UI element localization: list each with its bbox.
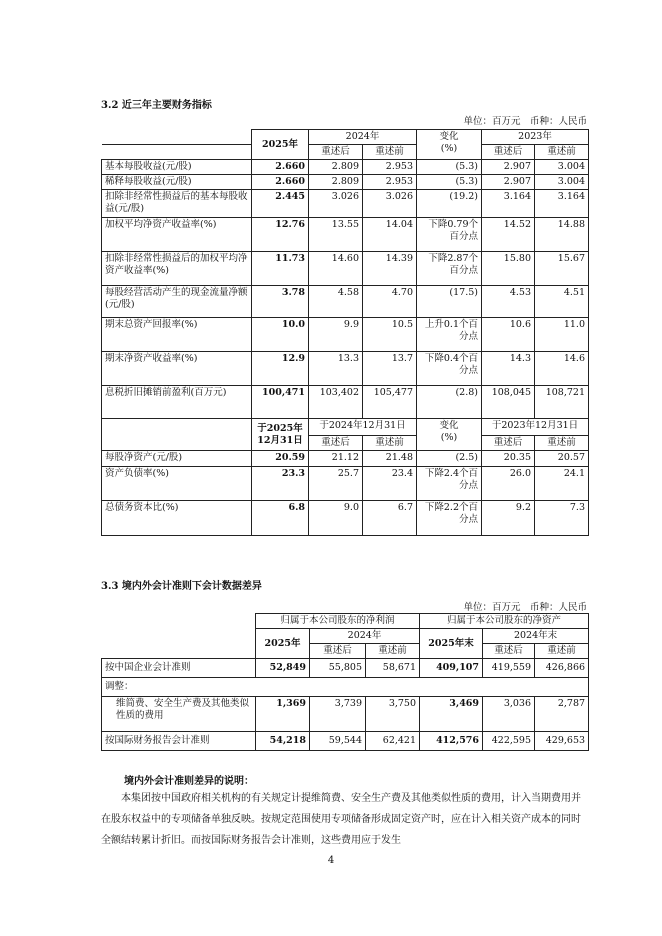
value-2023-restated: 4.53 xyxy=(482,286,535,318)
table-row xyxy=(102,352,589,386)
table-row xyxy=(102,732,589,751)
row-label: 期末总资产回报率(%) xyxy=(102,318,252,352)
np-2024-restated: 55,805 xyxy=(310,659,366,678)
np-2024-restated: 59,544 xyxy=(310,732,366,751)
row-label: 息税折旧摊销前盈利(百万元) xyxy=(102,386,252,419)
header-net-profit: 归属于本公司股东的净利润 xyxy=(256,614,420,629)
np-2025: 1,369 xyxy=(256,697,310,732)
value-2023-before: 14.88 xyxy=(535,218,589,252)
table-row xyxy=(102,286,589,318)
value-change: (5.3) xyxy=(417,175,482,190)
value-2024-restated: 21.12 xyxy=(309,451,363,467)
value-change: (2.8) xyxy=(417,386,482,419)
value-2024-before: 3.026 xyxy=(363,190,417,218)
header-np-2024-restated: 重述后 xyxy=(310,644,366,659)
na-2024-restated: 3,036 xyxy=(483,697,535,732)
value-2024-restated: 14.60 xyxy=(309,252,363,286)
table-row xyxy=(102,659,589,678)
header-2025: 2025年 xyxy=(256,629,310,659)
value-2024-restated: 13.55 xyxy=(309,218,363,252)
note-paragraph: 本集团按中国政府相关机构的有关规定计提维简费、安全生产费及其他类似性质的费用，计入当期费用并在股东权益中的专项储备单独反映。按规定范围使用专项储备形成固定资产时，应在计入相关资产成本的同时全额结转累计折旧。而按国际财务报告会计准则，这些费用应于发生 xyxy=(101,793,581,846)
row-label: 每股经营活动产生的现金流量净额(元/股) xyxy=(102,286,252,318)
header2-empty-cell xyxy=(102,419,252,436)
value-2024-restated: 9.0 xyxy=(309,501,363,536)
header-empty-cell xyxy=(102,614,256,659)
header2-change-label: 变化 xyxy=(439,420,459,431)
value-2024-before: 14.04 xyxy=(363,218,417,252)
header-change xyxy=(417,130,482,160)
row-label: 按国际财务报告会计准则 xyxy=(102,732,256,751)
value-2023-before: 108,721 xyxy=(535,386,589,419)
section-3-2-title: 3.2 近三年主要财务指标 xyxy=(101,100,212,111)
table-row xyxy=(102,386,589,419)
value-change: 上升0.1个百分点 xyxy=(417,318,482,352)
value-2023-restated: 20.35 xyxy=(482,451,535,467)
value-2023-before: 3.004 xyxy=(535,160,589,175)
adjust-label: 调整： xyxy=(102,678,589,697)
value-2025: 20.59 xyxy=(252,451,309,467)
table-row xyxy=(102,160,589,175)
header2-2023-before: 重述前 xyxy=(535,436,589,451)
header-2025: 2025年 xyxy=(252,130,309,160)
value-2025: 10.0 xyxy=(252,318,309,352)
value-2023-restated: 10.6 xyxy=(482,318,535,352)
value-change: (17.5) xyxy=(417,286,482,318)
header2-2023: 于2023年12月31日 xyxy=(482,419,589,436)
value-2024-restated: 103,402 xyxy=(309,386,363,419)
header-2023-before: 重述前 xyxy=(535,145,589,160)
na-2024-before: 429,653 xyxy=(535,732,589,751)
np-2024-before: 58,671 xyxy=(366,659,420,678)
value-2023-before: 20.57 xyxy=(535,451,589,467)
value-change: (5.3) xyxy=(417,160,482,175)
na-2024-before: 426,866 xyxy=(535,659,589,678)
row-label: 基本每股收益(元/股) xyxy=(102,160,252,175)
value-2024-restated: 9.9 xyxy=(309,318,363,352)
header-change-label: 变化 xyxy=(439,131,459,142)
value-2025: 6.8 xyxy=(252,501,309,536)
header2-change xyxy=(417,419,482,451)
value-change: (19.2) xyxy=(417,190,482,218)
section-3-3-title: 3.3 境内外会计准则下会计数据差异 xyxy=(101,581,262,592)
row-label: 每股净资产(元/股) xyxy=(102,451,252,467)
value-2025: 2.660 xyxy=(252,175,309,190)
header-2024: 2024年 xyxy=(309,130,417,145)
na-2024-restated: 419,559 xyxy=(483,659,535,678)
na-2024-restated: 422,595 xyxy=(483,732,535,751)
value-2023-restated: 15.80 xyxy=(482,252,535,286)
value-2023-restated: 14.52 xyxy=(482,218,535,252)
value-change: (2.5) xyxy=(417,451,482,467)
row-label: 总债务资本比(%) xyxy=(102,501,252,536)
na-2024-before: 2,787 xyxy=(535,697,589,732)
np-2025: 52,849 xyxy=(256,659,310,678)
value-2023-before: 24.1 xyxy=(535,467,589,501)
value-2024-before: 6.7 xyxy=(363,501,417,536)
header-change-unit: (%) xyxy=(440,143,458,154)
value-change: 下降0.4个百分点 xyxy=(417,352,482,386)
value-2025: 100,471 xyxy=(252,386,309,419)
value-change: 下降2.2个百分点 xyxy=(417,501,482,536)
value-change: 下降2.4个百分点 xyxy=(417,467,482,501)
header2-empty-cell-2 xyxy=(102,436,252,451)
value-2025: 11.73 xyxy=(252,252,309,286)
np-2025: 54,218 xyxy=(256,732,310,751)
na-2025: 409,107 xyxy=(420,659,483,678)
value-2024-before: 23.4 xyxy=(363,467,417,501)
header2-2024-restated: 重述后 xyxy=(309,436,363,451)
header-np-2024-before: 重述前 xyxy=(366,644,420,659)
table-row xyxy=(102,218,589,252)
na-2025: 3,469 xyxy=(420,697,483,732)
value-2023-before: 4.51 xyxy=(535,286,589,318)
value-2023-before: 11.0 xyxy=(535,318,589,352)
value-2024-restated: 13.3 xyxy=(309,352,363,386)
row-label: 扣除非经常性损益后的加权平均净资产收益率(%) xyxy=(102,252,252,286)
table-row xyxy=(102,451,589,467)
value-2024-before: 14.39 xyxy=(363,252,417,286)
header-empty-cell xyxy=(102,130,252,145)
row-label: 按中国企业会计准则 xyxy=(102,659,256,678)
np-2024-before: 62,421 xyxy=(366,732,420,751)
na-2025: 412,576 xyxy=(420,732,483,751)
header2-2023-restated: 重述后 xyxy=(482,436,535,451)
header-2025-end: 2025年末 xyxy=(420,629,483,659)
value-change: 下降0.79个百分点 xyxy=(417,218,482,252)
value-2024-restated: 25.7 xyxy=(309,467,363,501)
row-label: 扣除非经常性损益后的基本每股收益(元/股) xyxy=(102,190,252,218)
value-2024-before: 13.7 xyxy=(363,352,417,386)
value-2024-before: 2.953 xyxy=(363,160,417,175)
page-number: 4 xyxy=(327,855,335,866)
table-row xyxy=(102,190,589,218)
header-2024-end: 2024年末 xyxy=(483,629,589,644)
value-2023-restated: 14.3 xyxy=(482,352,535,386)
value-2023-restated: 2.907 xyxy=(482,160,535,175)
table-row xyxy=(102,175,589,190)
np-2024-restated: 3,739 xyxy=(310,697,366,732)
value-2023-before: 14.6 xyxy=(535,352,589,386)
np-2024-before: 3,750 xyxy=(366,697,420,732)
header-2024-restated: 重述后 xyxy=(309,145,363,160)
value-2025: 3.78 xyxy=(252,286,309,318)
row-label: 资产负债率(%) xyxy=(102,467,252,501)
value-2023-restated: 2.907 xyxy=(482,175,535,190)
value-2023-restated: 9.2 xyxy=(482,501,535,536)
header2-2024-before: 重述前 xyxy=(363,436,417,451)
header-net-assets: 归属于本公司股东的净资产 xyxy=(420,614,589,629)
value-2023-restated: 3.164 xyxy=(482,190,535,218)
table-row xyxy=(102,252,589,286)
table-row xyxy=(102,678,589,697)
value-2023-before: 3.164 xyxy=(535,190,589,218)
header-na-2024-restated: 重述后 xyxy=(483,644,535,659)
row-label: 加权平均净资产收益率(%) xyxy=(102,218,252,252)
header2-change-unit: (%) xyxy=(440,432,458,443)
row-label: 期末净资产收益率(%) xyxy=(102,352,252,386)
value-2025: 2.445 xyxy=(252,190,309,218)
value-2024-before: 4.70 xyxy=(363,286,417,318)
value-2023-restated: 108,045 xyxy=(482,386,535,419)
row-label: 维简费、安全生产费及其他类似性质的费用 xyxy=(102,697,256,732)
table-row xyxy=(102,318,589,352)
header-na-2024-before: 重述前 xyxy=(535,644,589,659)
section-3-3-unit: 单位：百万元 币种：人民币 xyxy=(463,602,587,613)
note-title: 境内外会计准则差异的说明： xyxy=(124,776,254,787)
value-2024-before: 10.5 xyxy=(363,318,417,352)
value-2024-restated: 2.809 xyxy=(309,160,363,175)
row-label: 稀释每股收益(元/股) xyxy=(102,175,252,190)
value-2025: 2.660 xyxy=(252,160,309,175)
value-2024-restated: 3.026 xyxy=(309,190,363,218)
header-2023-restated: 重述后 xyxy=(482,145,535,160)
value-change: 下降2.87个百分点 xyxy=(417,252,482,286)
value-2023-before: 7.3 xyxy=(535,501,589,536)
financial-indicators-table xyxy=(101,129,589,536)
value-2024-before: 21.48 xyxy=(363,451,417,467)
accounting-difference-table xyxy=(101,613,589,751)
header2-2024: 于2024年12月31日 xyxy=(309,419,417,436)
header-2024: 2024年 xyxy=(310,629,420,644)
table-row xyxy=(102,501,589,536)
header-empty-cell-2 xyxy=(102,145,252,160)
value-2024-restated: 2.809 xyxy=(309,175,363,190)
header2-2025: 于2025年12月31日 xyxy=(252,419,309,451)
value-2024-before: 105,477 xyxy=(363,386,417,419)
value-2025: 12.9 xyxy=(252,352,309,386)
value-2023-restated: 26.0 xyxy=(482,467,535,501)
value-2024-before: 2.953 xyxy=(363,175,417,190)
value-2025: 12.76 xyxy=(252,218,309,252)
value-2023-before: 3.004 xyxy=(535,175,589,190)
table-row xyxy=(102,467,589,501)
value-2023-before: 15.67 xyxy=(535,252,589,286)
header-2024-before: 重述前 xyxy=(363,145,417,160)
table-row xyxy=(102,697,589,732)
section-3-2-unit: 单位：百万元 币种：人民币 xyxy=(463,116,587,127)
value-2024-restated: 4.58 xyxy=(309,286,363,318)
header-2023: 2023年 xyxy=(482,130,589,145)
value-2025: 23.3 xyxy=(252,467,309,501)
